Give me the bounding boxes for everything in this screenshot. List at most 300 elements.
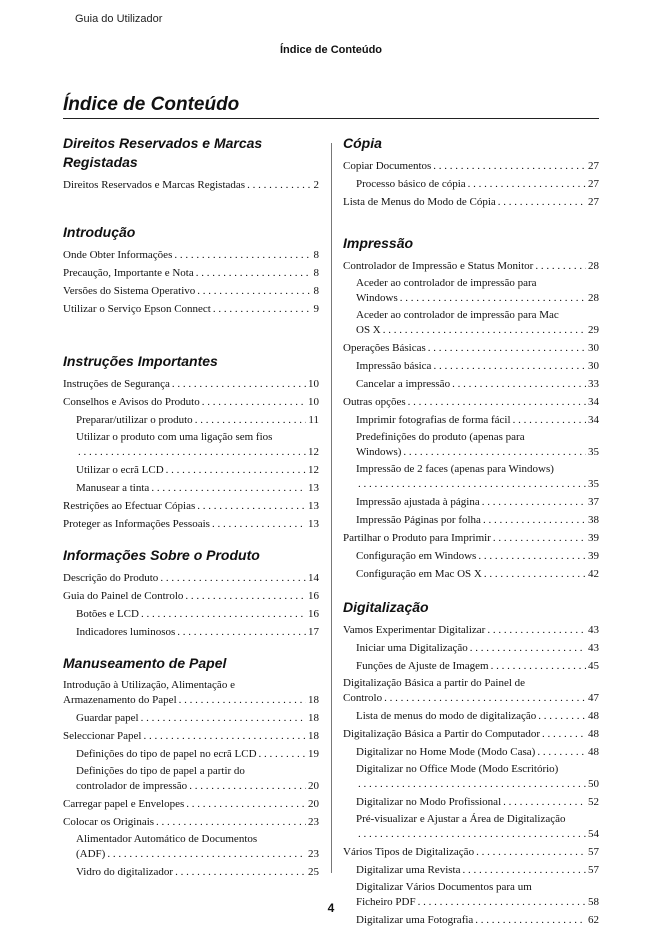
dot-leader — [141, 606, 306, 622]
toc-entry[interactable] — [63, 177, 319, 193]
toc-entry-page: 42 — [588, 568, 599, 580]
toc-entry[interactable] — [343, 512, 599, 528]
toc-entry[interactable] — [63, 764, 319, 794]
toc-entry-line — [356, 640, 599, 656]
toc-entry-text: Restrições ao Efectuar Cópias — [63, 500, 196, 512]
toc-entry[interactable] — [63, 430, 319, 460]
toc-entry[interactable] — [63, 588, 319, 604]
dot-leader — [542, 726, 586, 742]
toc-entry[interactable] — [343, 726, 599, 742]
toc-entry-line — [356, 744, 599, 760]
toc-entry-page: 29 — [588, 324, 599, 336]
toc-entry-text: Seleccionar Papel — [63, 730, 142, 742]
toc-entry-line — [356, 708, 599, 724]
toc-entry-page: 28 — [588, 260, 599, 272]
dot-leader — [462, 862, 586, 878]
toc-entry[interactable] — [63, 624, 319, 640]
toc-entry-text: Windows) — [356, 446, 402, 458]
toc-entry-text: Configuração em Windows — [356, 550, 477, 562]
dot-leader — [197, 498, 306, 514]
toc-entry-line — [343, 194, 599, 210]
dot-leader — [513, 412, 586, 428]
toc-entry-text: Versões do Sistema Operativo — [63, 285, 196, 297]
toc-entry-page: 17 — [308, 626, 319, 638]
toc-entry[interactable] — [343, 462, 599, 492]
toc-entry-lead: Aceder ao controlador de impressão para Mac — [356, 309, 559, 321]
dot-leader — [141, 710, 306, 726]
toc-entry-text: Impressão Páginas por folha — [356, 514, 481, 526]
toc-entry[interactable] — [63, 728, 319, 744]
toc-right-column — [343, 134, 599, 930]
toc-entry-text: Controlador de Impressão e Status Monitor — [343, 260, 534, 272]
dot-leader — [196, 265, 312, 281]
toc-entry[interactable] — [343, 548, 599, 564]
toc-entry-line — [356, 512, 599, 528]
toc-entry-page: 14 — [308, 572, 319, 584]
toc-entry-line — [76, 444, 319, 460]
toc-entry-lead: Introdução à Utilização, Alimentação e — [63, 679, 235, 691]
toc-entry-text: Impressão básica — [356, 360, 432, 372]
toc-entry-page: 57 — [588, 846, 599, 858]
toc-entry-line — [76, 624, 319, 640]
toc-entry[interactable] — [343, 158, 599, 174]
section-heading: Introdução — [63, 224, 136, 240]
toc-entry-text: Partilhar o Produto para Imprimir — [343, 532, 491, 544]
column-divider — [331, 143, 332, 873]
toc-entry-line — [356, 566, 599, 582]
toc-entry-text: Digitalizar no Modo Profissional — [356, 796, 502, 808]
dot-leader — [487, 622, 586, 638]
toc-entry-page: 35 — [588, 446, 599, 458]
dot-leader — [212, 516, 306, 532]
toc-entry-page: 8 — [313, 285, 319, 297]
toc-entry-page: 23 — [308, 848, 319, 860]
page-title: Índice de Conteúdo — [63, 94, 240, 115]
toc-entry-line — [356, 176, 599, 192]
toc-entry-text: Conselhos e Avisos do Produto — [63, 396, 200, 408]
toc-entry-text: Utilizar o ecrã LCD — [76, 464, 164, 476]
toc-entry[interactable] — [343, 530, 599, 546]
toc-entry-line — [63, 728, 319, 744]
section-heading: Digitalização — [343, 599, 429, 615]
toc-entry[interactable] — [343, 358, 599, 374]
dot-leader — [478, 548, 586, 564]
toc-entry[interactable] — [63, 480, 319, 496]
toc-entry-page: 18 — [308, 694, 319, 706]
toc-entry-line — [63, 301, 319, 317]
toc-entry-text: Lista de menus do modo de digitalização — [356, 710, 537, 722]
toc-entry[interactable] — [343, 176, 599, 192]
dot-leader — [468, 176, 586, 192]
toc-entry-page: 57 — [588, 864, 599, 876]
dot-leader — [166, 462, 306, 478]
section-heading: Impressão — [343, 235, 414, 251]
toc-entry-text: (ADF) — [76, 848, 106, 860]
dot-leader — [491, 658, 586, 674]
toc-entry-page: 35 — [588, 478, 599, 490]
toc-entry-text: Digitalizar uma Revista — [356, 864, 461, 876]
toc-entry-page: 25 — [308, 866, 319, 878]
toc-entry-lead: Alimentador Automático de Documentos — [76, 833, 258, 845]
toc-entry-text: Utilizar o Serviço Epson Connect — [63, 303, 211, 315]
toc-entry[interactable] — [343, 258, 599, 274]
toc-entry[interactable] — [63, 832, 319, 862]
dot-leader — [358, 476, 586, 492]
toc-entry[interactable] — [63, 376, 319, 392]
toc-entry-lead: Predefinições do produto (apenas para — [356, 431, 525, 443]
toc-entry-line — [63, 570, 319, 586]
dot-leader — [452, 376, 586, 392]
section-heading: Manuseamento de Papel — [63, 655, 227, 671]
dot-leader — [538, 708, 586, 724]
toc-entry[interactable] — [63, 710, 319, 726]
toc-entry[interactable] — [343, 430, 599, 460]
toc-entry-line — [356, 476, 599, 492]
dot-leader — [428, 340, 586, 356]
toc-entry[interactable] — [343, 276, 599, 306]
toc-entry-text: Cancelar a impressão — [356, 378, 451, 390]
toc-entry-page: 12 — [308, 464, 319, 476]
toc-entry-page: 48 — [588, 710, 599, 722]
toc-entry-page: 34 — [588, 396, 599, 408]
toc-entry-text: Preparar/utilizar o produto — [76, 414, 193, 426]
toc-entry-line — [76, 846, 319, 862]
dot-leader — [185, 588, 306, 604]
dot-leader — [160, 570, 306, 586]
toc-entry-text: Funções de Ajuste de Imagem — [356, 660, 489, 672]
toc-entry-text: Armazenamento do Papel — [63, 694, 177, 706]
toc-entry-page: 8 — [313, 249, 319, 261]
toc-entry[interactable] — [63, 796, 319, 812]
toc-entry-lead: Digitalização Básica a partir do Painel de — [343, 677, 526, 689]
dot-leader — [175, 864, 306, 880]
toc-entry-text: Manusear a tinta — [76, 482, 150, 494]
dot-leader — [247, 177, 311, 193]
toc-entry-line — [356, 658, 599, 674]
toc-entry-line — [76, 778, 319, 794]
toc-entry-page: 52 — [588, 796, 599, 808]
toc-entry-page: 18 — [308, 712, 319, 724]
toc-entry-page: 12 — [308, 446, 319, 458]
toc-entry[interactable] — [63, 394, 319, 410]
toc-entry-lead: Impressão de 2 faces (apenas para Windows) — [356, 463, 554, 475]
toc-entry-line — [63, 588, 319, 604]
toc-entry-line — [356, 358, 599, 374]
dot-leader — [172, 376, 306, 392]
toc-entry-page: 27 — [588, 160, 599, 172]
toc-entry-page: 45 — [588, 660, 599, 672]
title-rule — [63, 118, 599, 119]
toc-entry-line — [76, 864, 319, 880]
toc-entry-line — [356, 290, 599, 306]
dot-leader — [107, 846, 306, 862]
toc-entry[interactable] — [343, 640, 599, 656]
dot-leader — [197, 283, 311, 299]
toc-entry[interactable] — [343, 762, 599, 792]
toc-entry-text: OS X — [356, 324, 381, 336]
dot-leader — [358, 776, 586, 792]
toc-entry-line — [356, 826, 599, 842]
dot-leader — [433, 358, 586, 374]
toc-entry-page: 18 — [308, 730, 319, 742]
toc-entry-page: 39 — [588, 550, 599, 562]
toc-entry[interactable] — [343, 744, 599, 760]
toc-entry-page: 10 — [308, 396, 319, 408]
toc-entry-page: 20 — [308, 780, 319, 792]
toc-entry[interactable] — [63, 247, 319, 263]
toc-entry[interactable] — [63, 301, 319, 317]
toc-entry-page: 43 — [588, 624, 599, 636]
toc-entry-line — [343, 690, 599, 706]
dot-leader — [259, 746, 306, 762]
toc-entry[interactable] — [63, 412, 319, 428]
toc-entry-page: 54 — [588, 828, 599, 840]
toc-entry-line — [356, 494, 599, 510]
toc-entry-text: Direitos Reservados e Marcas Registadas — [63, 179, 246, 191]
toc-entry[interactable] — [63, 498, 319, 514]
dot-leader — [400, 290, 586, 306]
toc-entry-page: 58 — [588, 896, 599, 908]
toc-entry[interactable] — [63, 283, 319, 299]
dot-leader — [186, 796, 306, 812]
toc-entry[interactable] — [343, 812, 599, 842]
toc-entry-page: 19 — [308, 748, 319, 760]
toc-entry-line — [343, 340, 599, 356]
dot-leader — [535, 258, 586, 274]
toc-entry[interactable] — [343, 658, 599, 674]
toc-entry-page: 23 — [308, 816, 319, 828]
toc-entry-text: Iniciar uma Digitalização — [356, 642, 468, 654]
dot-leader — [408, 394, 586, 410]
dot-leader — [213, 301, 312, 317]
toc-entry-line — [343, 158, 599, 174]
toc-entry-line — [63, 814, 319, 830]
dot-leader — [202, 394, 306, 410]
dot-leader — [503, 794, 586, 810]
toc-entry[interactable] — [63, 864, 319, 880]
toc-entry[interactable] — [63, 814, 319, 830]
dot-leader — [403, 444, 586, 460]
toc-entry-page: 11 — [308, 414, 319, 426]
dot-leader — [383, 322, 586, 338]
toc-entry-text: Configuração em Mac OS X — [356, 568, 482, 580]
toc-entry-text: Vamos Experimentar Digitalizar — [343, 624, 486, 636]
section-heading: Direitos Reservados e Marcas Registadas — [63, 135, 263, 170]
dot-leader — [156, 814, 306, 830]
toc-entry-lead: Pré-visualizar e Ajustar a Área de Digitalização — [356, 813, 566, 825]
toc-entry-line — [63, 265, 319, 281]
toc-entry[interactable] — [63, 462, 319, 478]
toc-entry[interactable] — [343, 566, 599, 582]
toc-entry-page: 48 — [588, 728, 599, 740]
toc-entry-text: Onde Obter Informações — [63, 249, 173, 261]
dot-leader — [78, 444, 306, 460]
toc-entry-page: 13 — [308, 518, 319, 530]
toc-entry-text: Copiar Documentos — [343, 160, 432, 172]
toc-entry-line — [343, 622, 599, 638]
toc-entry-line — [343, 394, 599, 410]
toc-entry-lead: Aceder ao controlador de impressão para — [356, 277, 537, 289]
toc-entry[interactable] — [63, 606, 319, 622]
toc-entry-line — [63, 498, 319, 514]
toc-entry-line — [76, 480, 319, 496]
dot-leader — [179, 692, 306, 708]
toc-entry-text: Precaução, Importante e Nota — [63, 267, 194, 279]
toc-entry-text: Operações Básicas — [343, 342, 426, 354]
toc-entry[interactable] — [63, 678, 319, 708]
toc-entry-line — [343, 530, 599, 546]
toc-entry-line — [63, 516, 319, 532]
toc-entry[interactable] — [63, 570, 319, 586]
dot-leader — [493, 530, 586, 546]
toc-entry-text: Proteger as Informações Pessoais — [63, 518, 210, 530]
dot-leader — [174, 247, 311, 263]
toc-entry-page: 50 — [588, 778, 599, 790]
toc-entry-text: Colocar os Originais — [63, 816, 155, 828]
toc-entry-text: Controlo — [343, 692, 383, 704]
toc-entry-page: 34 — [588, 414, 599, 426]
toc-entry-page: 39 — [588, 532, 599, 544]
toc-entry-page: 43 — [588, 642, 599, 654]
toc-entry-page: 30 — [588, 360, 599, 372]
running-title: Índice de Conteúdo — [279, 44, 383, 56]
toc-entry[interactable] — [63, 265, 319, 281]
toc-entry[interactable] — [343, 708, 599, 724]
toc-left-column — [63, 134, 319, 882]
dot-leader — [482, 494, 586, 510]
toc-entry-line — [63, 692, 319, 708]
section-heading: Cópia — [343, 135, 382, 151]
toc-entry-line — [76, 746, 319, 762]
toc-entry[interactable] — [343, 376, 599, 392]
toc-entry[interactable] — [343, 340, 599, 356]
toc-entry-text: Descrição do Produto — [63, 572, 159, 584]
toc-entry[interactable] — [343, 394, 599, 410]
dot-leader — [483, 512, 586, 528]
toc-entry-page: 20 — [308, 798, 319, 810]
section-heading: Informações Sobre o Produto — [63, 547, 260, 563]
toc-entry-page: 9 — [313, 303, 319, 315]
toc-entry-text: Vários Tipos de Digitalização — [343, 846, 475, 858]
dot-leader — [476, 844, 586, 860]
toc-entry[interactable] — [343, 194, 599, 210]
toc-entry-line — [76, 606, 319, 622]
toc-entry[interactable] — [63, 516, 319, 532]
toc-entry[interactable] — [343, 794, 599, 810]
toc-entry-line — [63, 177, 319, 193]
dot-leader — [195, 412, 307, 428]
toc-entry-page: 47 — [588, 692, 599, 704]
toc-entry-lead: Digitalizar Vários Documentos para um — [356, 881, 532, 893]
toc-entry-page: 30 — [588, 342, 599, 354]
toc-entry-line — [356, 862, 599, 878]
toc-entry-page: 33 — [588, 378, 599, 390]
toc-entry-text: Ficheiro PDF — [356, 896, 416, 908]
toc-entry-lead: Utilizar o produto com uma ligação sem fios — [76, 431, 273, 443]
toc-entry-line — [63, 283, 319, 299]
page-number: 4 — [327, 901, 335, 915]
dot-leader — [151, 480, 306, 496]
toc-entry-text: Digitalização Básica a Partir do Computador — [343, 728, 541, 740]
toc-entry-text: Outras opções — [343, 396, 406, 408]
toc-entry-text: Vidro do digitalizador — [76, 866, 174, 878]
toc-entry-line — [63, 394, 319, 410]
dot-leader — [189, 778, 306, 794]
toc-entry-page: 28 — [588, 292, 599, 304]
dot-leader — [433, 158, 586, 174]
dot-leader — [358, 826, 586, 842]
toc-entry-text: Imprimir fotografias de forma fácil — [356, 414, 511, 426]
toc-entry-text: Botões e LCD — [76, 608, 139, 620]
toc-entry-line — [343, 258, 599, 274]
toc-entry[interactable] — [343, 676, 599, 706]
toc-entry-text: Digitalizar uma Fotografia — [356, 914, 474, 926]
toc-entry-text: Impressão ajustada à página — [356, 496, 480, 508]
toc-entry-page: 10 — [308, 378, 319, 390]
toc-entry-text: Lista de Menus do Modo de Cópia — [343, 196, 496, 208]
toc-entry-line — [356, 412, 599, 428]
toc-entry-text: Digitalizar no Home Mode (Modo Casa) — [356, 746, 536, 758]
toc-entry-page: 8 — [313, 267, 319, 279]
toc-entry[interactable] — [343, 622, 599, 638]
toc-entry-page: 13 — [308, 500, 319, 512]
toc-entry-line — [356, 794, 599, 810]
toc-entry-line — [63, 247, 319, 263]
dot-leader — [144, 728, 307, 744]
toc-entry-line — [63, 376, 319, 392]
toc-entry-text: Carregar papel e Envelopes — [63, 798, 185, 810]
toc-entry-line — [356, 322, 599, 338]
toc-entry-text: Windows — [356, 292, 398, 304]
toc-entry-line — [343, 844, 599, 860]
toc-entry-line — [63, 796, 319, 812]
toc-entry-page: 48 — [588, 746, 599, 758]
toc-entry-line — [76, 462, 319, 478]
toc-entry-text: Instruções de Segurança — [63, 378, 170, 390]
toc-entry-line — [356, 776, 599, 792]
toc-entry-line — [356, 548, 599, 564]
toc-entry-text: Processo básico de cópia — [356, 178, 466, 190]
toc-entry[interactable] — [343, 494, 599, 510]
toc-entry-page: 16 — [308, 590, 319, 602]
toc-entry-page: 37 — [588, 496, 599, 508]
toc-entry-page: 2 — [313, 179, 319, 191]
toc-entry[interactable] — [63, 746, 319, 762]
toc-entry-text: Guia do Painel de Controlo — [63, 590, 184, 602]
toc-entry-line — [356, 444, 599, 460]
section-heading: Instruções Importantes — [63, 353, 218, 369]
toc-entry[interactable] — [343, 844, 599, 860]
toc-entry-lead: Digitalizar no Office Mode (Modo Escritório) — [356, 763, 559, 775]
toc-entry-page: 62 — [588, 914, 599, 926]
toc-entry-line — [356, 376, 599, 392]
toc-entry-text: Definições do tipo de papel no ecrã LCD — [76, 748, 257, 760]
toc-entry-text: controlador de impressão — [76, 780, 188, 792]
toc-entry-text: Indicadores luminosos — [76, 626, 176, 638]
toc-entry[interactable] — [343, 862, 599, 878]
toc-entry[interactable] — [343, 412, 599, 428]
dot-leader — [177, 624, 306, 640]
dot-leader — [470, 640, 586, 656]
running-head: Guia do Utilizador — [75, 13, 163, 25]
toc-entry-page: 27 — [588, 196, 599, 208]
dot-leader — [384, 690, 586, 706]
toc-entry-line — [76, 412, 319, 428]
toc-entry-page: 13 — [308, 482, 319, 494]
toc-entry[interactable] — [343, 308, 599, 338]
toc-entry-page: 27 — [588, 178, 599, 190]
dot-leader — [484, 566, 586, 582]
